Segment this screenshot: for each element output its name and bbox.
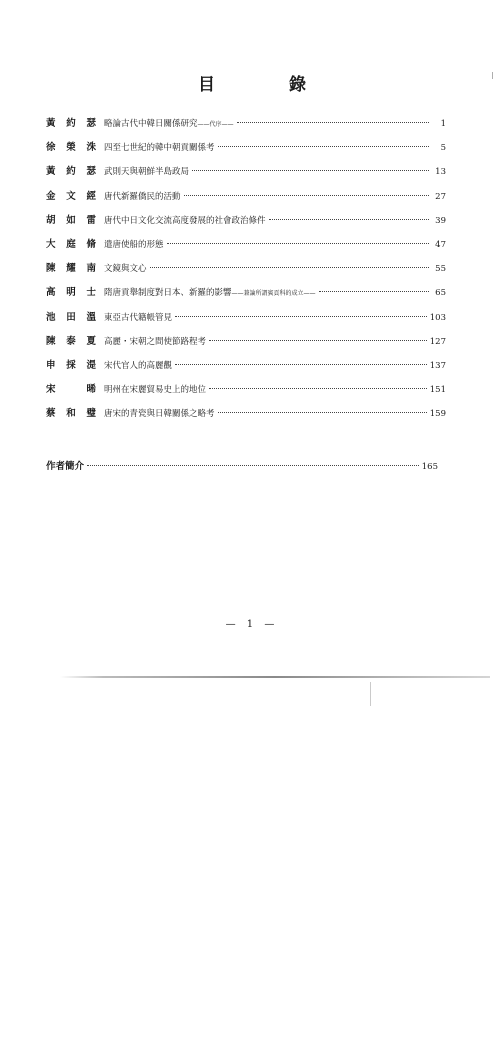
toc-page-number: 55 <box>435 264 446 275</box>
toc-page-number: 27 <box>435 191 446 202</box>
toc-title <box>104 118 234 131</box>
toc-title-text: 唐宋的青瓷與日韓關係之略考 <box>104 409 215 420</box>
toc-entry[interactable] <box>46 408 446 432</box>
authors-intro-label: 作者簡介 <box>46 461 85 472</box>
dot-leader <box>237 122 429 123</box>
toc-page-number: 65 <box>435 288 446 299</box>
toc-author: 胡 如 雷 <box>46 214 96 226</box>
toc-author: 宋 晞 <box>46 384 96 396</box>
toc-author: 金 文 經 <box>46 190 96 202</box>
dot-leader <box>209 340 427 341</box>
toc-page-number: 137 <box>429 360 446 371</box>
page-title: 目 錄 <box>198 75 340 95</box>
toc-title <box>104 312 172 324</box>
toc-page-number: 1 <box>440 119 446 129</box>
toc-title-text: 文鏡與文心 <box>104 264 147 275</box>
toc-title <box>104 384 206 396</box>
toc-entry[interactable] <box>46 360 446 384</box>
toc-page-number: 103 <box>429 312 446 323</box>
toc-title <box>104 239 164 251</box>
toc-author: 陳 泰 夏 <box>46 335 96 347</box>
scan-artifact-mark <box>370 682 371 706</box>
toc-author: 高 明 士 <box>46 287 96 299</box>
dot-leader <box>87 465 419 466</box>
toc-entry[interactable] <box>46 142 446 166</box>
toc-subtitle: ——兼論所謂賓貢科的成立—— <box>231 290 316 298</box>
toc-title-text: 高麗・宋朝之間使節路程考 <box>104 336 207 347</box>
toc-title <box>104 263 147 275</box>
dot-leader <box>175 316 427 317</box>
toc-subtitle: ——代序—— <box>197 121 234 128</box>
toc-entry[interactable] <box>46 191 446 215</box>
dot-leader <box>319 291 429 292</box>
toc-page-number: 47 <box>435 239 446 250</box>
toc-page-number: 151 <box>429 385 446 396</box>
toc-author: 蔡 和 璧 <box>46 408 96 420</box>
scan-edge-mark <box>492 72 493 79</box>
toc-title-text: 隋唐貢舉制度對日本、新羅的影響 <box>104 288 232 299</box>
toc-title-text: 宋代官人的高麗觀 <box>104 360 173 371</box>
dot-leader <box>218 412 427 413</box>
toc-title <box>104 360 172 372</box>
page-footer-number: — 1 — <box>225 619 279 630</box>
toc-title <box>104 142 215 154</box>
toc-title-text: 唐代新羅僑民的活動 <box>104 191 181 202</box>
toc-title-text: 東亞古代籍帳管見 <box>104 312 173 323</box>
toc-page-number: 5 <box>440 143 446 154</box>
toc-author: 陳 耀 南 <box>46 263 96 275</box>
toc-author: 黃 約 瑟 <box>46 118 96 129</box>
toc-entry[interactable] <box>46 263 446 287</box>
toc-author: 池 田 溫 <box>46 311 96 323</box>
toc-entry[interactable] <box>46 118 446 142</box>
dot-leader <box>209 388 427 389</box>
toc-entry[interactable] <box>46 336 446 360</box>
toc-entry[interactable] <box>46 384 446 408</box>
toc-title <box>104 287 316 300</box>
toc-title-text: 遣唐使船的形態 <box>104 239 164 250</box>
table-of-contents <box>46 118 446 432</box>
dot-leader <box>150 267 429 268</box>
toc-title <box>104 408 215 420</box>
toc-title <box>104 215 266 227</box>
dot-leader <box>269 219 429 220</box>
toc-page-number: 13 <box>435 167 446 178</box>
toc-author: 申 採 湜 <box>46 359 96 371</box>
toc-author: 徐 榮 洙 <box>46 142 96 154</box>
toc-title-text: 唐代中日文化交流高度發展的社會政治條件 <box>104 215 266 226</box>
dot-leader <box>184 195 429 196</box>
toc-page-number: 127 <box>429 336 446 347</box>
toc-title <box>104 336 206 348</box>
toc-author: 黃 約 瑟 <box>46 166 96 178</box>
toc-entry[interactable] <box>46 239 446 263</box>
dot-leader <box>167 243 429 244</box>
dot-leader <box>175 364 427 365</box>
dot-leader <box>218 146 429 147</box>
authors-intro-page: 165 <box>421 462 438 472</box>
toc-title <box>104 166 189 178</box>
toc-entry[interactable] <box>46 312 446 336</box>
toc-title-text: 四至七世紀的韓中朝貢關係考 <box>104 143 215 154</box>
toc-title <box>104 191 181 203</box>
toc-page-number: 159 <box>429 409 446 420</box>
toc-title-text: 明州在宋麗貿易史上的地位 <box>104 385 207 396</box>
toc-title-text: 武則天與朝鮮半島政局 <box>104 167 190 178</box>
toc-page-number: 39 <box>435 215 446 226</box>
toc-entry[interactable] <box>46 166 446 190</box>
toc-author: 大 庭 脩 <box>46 238 96 250</box>
scan-artifact-line <box>60 676 490 678</box>
authors-intro-entry[interactable] <box>46 458 438 472</box>
toc-entry[interactable] <box>46 287 446 311</box>
toc-entry[interactable] <box>46 215 446 239</box>
toc-title-text: 略論古代中韓日關係研究 <box>104 119 198 129</box>
dot-leader <box>192 170 429 171</box>
